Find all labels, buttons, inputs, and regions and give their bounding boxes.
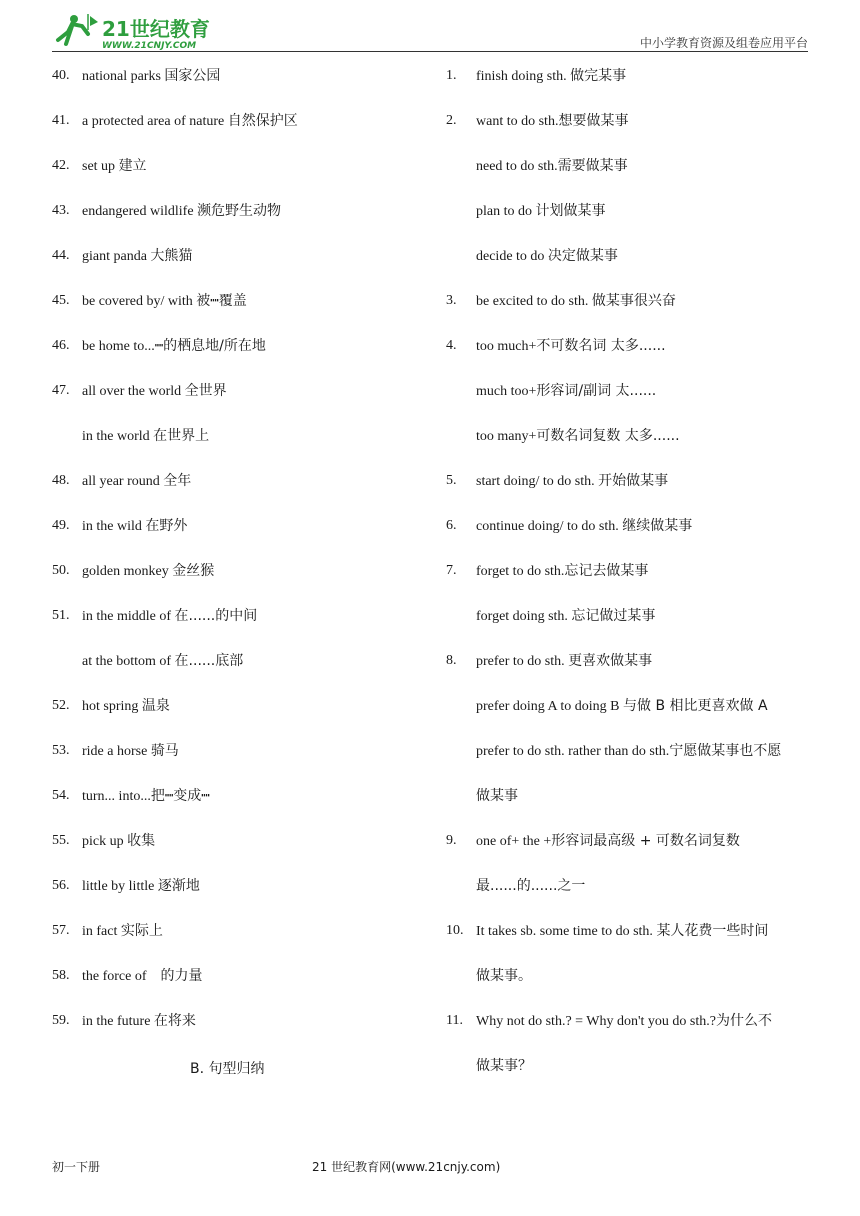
item-chinese: 忘记去做某事 bbox=[564, 563, 649, 579]
item-number: 51. bbox=[52, 608, 70, 623]
item-english: endangered wildlife bbox=[82, 204, 198, 219]
item-english: prefer to do sth. rather than do sth. bbox=[476, 744, 670, 759]
item-english: much too+ bbox=[476, 384, 537, 399]
item-chinese: 想要做某事 bbox=[558, 113, 629, 129]
item-number: 42. bbox=[52, 158, 70, 173]
item-number: 5. bbox=[446, 473, 457, 488]
item-english: in the world bbox=[82, 429, 154, 444]
item-english: forget to do sth. bbox=[476, 564, 565, 579]
item-english: one of+ the + bbox=[476, 834, 552, 849]
footer-site: 21 世纪教育网(www.21cnjy.com) bbox=[312, 1160, 501, 1174]
item-chinese: 被┉覆盖 bbox=[196, 293, 247, 309]
item-number: 47. bbox=[52, 383, 70, 398]
item-number: 46. bbox=[52, 338, 70, 353]
item-english: a protected area of nature bbox=[82, 114, 228, 129]
item-chinese: 宁愿做某事也不愿 bbox=[669, 743, 782, 759]
item-english: too many+ bbox=[476, 429, 537, 444]
item-text bbox=[82, 607, 257, 626]
item-text bbox=[82, 247, 192, 266]
item-text bbox=[476, 1012, 772, 1031]
item-number: 44. bbox=[52, 248, 70, 263]
item-english: giant panda bbox=[82, 249, 151, 264]
item-chinese: 更喜欢做某事 bbox=[568, 653, 653, 669]
item-text bbox=[476, 742, 781, 761]
item-text bbox=[82, 652, 243, 671]
item-english: too much+ bbox=[476, 339, 537, 354]
item-text bbox=[476, 157, 628, 176]
item-chinese: 实际上 bbox=[120, 923, 163, 939]
item-text bbox=[82, 922, 163, 941]
item-chinese: 忘记做过某事 bbox=[571, 608, 656, 624]
item-chinese: 全年 bbox=[163, 473, 192, 489]
item-chinese: 做完某事 bbox=[570, 68, 627, 84]
item-chinese: 收集 bbox=[127, 833, 156, 849]
item-text bbox=[476, 292, 676, 311]
item-chinese: ┉的栖息地/所在地 bbox=[154, 338, 266, 354]
page-header bbox=[52, 10, 808, 52]
item-number: 52. bbox=[52, 698, 70, 713]
item-text bbox=[82, 517, 187, 536]
item-chinese: 做某事很兴奋 bbox=[591, 293, 676, 309]
header-tagline: 中小学教育资源及组卷应用平台 bbox=[639, 36, 808, 50]
item-number: 55. bbox=[52, 833, 70, 848]
item-english: continue doing/ to do sth. bbox=[476, 519, 623, 534]
item-english: Why not do sth.? = Why don't you do sth.? bbox=[476, 1014, 716, 1029]
item-text bbox=[82, 832, 155, 851]
item-english: hot spring bbox=[82, 699, 142, 714]
item-number: 58. bbox=[52, 968, 70, 983]
item-english: in fact bbox=[82, 924, 121, 939]
item-number: 57. bbox=[52, 923, 70, 938]
item-chinese: 建立 bbox=[118, 158, 147, 174]
svg-text:21世纪教育: 21世纪教育 bbox=[102, 17, 210, 41]
item-chinese: 温泉 bbox=[141, 698, 170, 714]
item-english: prefer doing A to doing B bbox=[476, 699, 623, 714]
header-divider bbox=[52, 51, 808, 52]
item-english: be home to... bbox=[82, 339, 155, 354]
item-chinese: 国家公园 bbox=[164, 68, 221, 84]
item-chinese: 最......的......之一 bbox=[476, 878, 586, 894]
item-text bbox=[476, 877, 585, 896]
item-english: plan to do bbox=[476, 204, 536, 219]
item-text bbox=[82, 877, 200, 896]
item-text bbox=[476, 112, 628, 131]
item-chinese: 在将来 bbox=[153, 1013, 196, 1029]
item-number: 56. bbox=[52, 878, 70, 893]
item-text bbox=[476, 652, 652, 671]
item-chinese: 濒危野生动物 bbox=[197, 203, 282, 219]
item-number: 50. bbox=[52, 563, 70, 578]
item-text bbox=[82, 967, 203, 986]
item-text bbox=[82, 562, 214, 581]
item-chinese: 金丝猴 bbox=[172, 563, 215, 579]
item-english: national parks bbox=[82, 69, 165, 84]
item-english: prefer to do sth. bbox=[476, 654, 569, 669]
item-text bbox=[82, 742, 179, 761]
item-english: turn... into... bbox=[82, 789, 151, 804]
item-english: set up bbox=[82, 159, 119, 174]
item-text bbox=[476, 697, 768, 716]
item-chinese: 逐渐地 bbox=[157, 878, 200, 894]
item-chinese: 大熊猫 bbox=[150, 248, 193, 264]
item-english: pick up bbox=[82, 834, 128, 849]
item-chinese: 形容词最高级 + 可数名词复数 bbox=[551, 833, 740, 849]
item-english: in the middle of bbox=[82, 609, 175, 624]
item-chinese: 做某事。 bbox=[476, 968, 532, 984]
item-text bbox=[476, 922, 768, 941]
item-chinese: 全世界 bbox=[184, 383, 227, 399]
item-chinese: 开始做某事 bbox=[598, 473, 669, 489]
item-chinese: 需要做某事 bbox=[557, 158, 628, 174]
item-english: decide to do bbox=[476, 249, 548, 264]
item-chinese: 做某事 bbox=[476, 788, 518, 804]
item-text bbox=[476, 832, 740, 851]
item-text bbox=[82, 382, 227, 401]
item-chinese: 继续做某事 bbox=[622, 518, 693, 534]
item-text bbox=[82, 787, 210, 806]
item-number: 45. bbox=[52, 293, 70, 308]
item-english: in the future bbox=[82, 1014, 154, 1029]
item-english: golden monkey bbox=[82, 564, 173, 579]
item-chinese: 某人花费一些时间 bbox=[656, 923, 769, 939]
footer-grade: 初一下册 bbox=[52, 1160, 101, 1174]
item-text bbox=[82, 67, 220, 86]
item-english: be covered by/ with bbox=[82, 294, 197, 309]
item-english: in the wild bbox=[82, 519, 146, 534]
item-english: need to do sth. bbox=[476, 159, 558, 174]
item-text bbox=[476, 427, 680, 446]
item-chinese: 决定做某事 bbox=[547, 248, 618, 264]
item-english: finish doing sth. bbox=[476, 69, 571, 84]
item-chinese: 做某事？ bbox=[476, 1058, 532, 1074]
item-chinese: 形容词/副词 太...... bbox=[536, 383, 657, 399]
item-english: start doing/ to do sth. bbox=[476, 474, 599, 489]
item-english: ride a horse bbox=[82, 744, 151, 759]
item-text bbox=[476, 67, 626, 86]
item-chinese: 在世界上 bbox=[153, 428, 210, 444]
item-number: 1. bbox=[446, 68, 457, 83]
item-chinese: 不可数名词 太多...... bbox=[536, 338, 666, 354]
item-number: 3. bbox=[446, 293, 457, 308]
item-chinese: 把┉变成┉ bbox=[150, 788, 210, 804]
item-number: 49. bbox=[52, 518, 70, 533]
item-english: forget doing sth. bbox=[476, 609, 572, 624]
item-chinese: 与做 B 相比更喜欢做 A bbox=[623, 698, 768, 714]
item-text bbox=[476, 607, 655, 626]
item-text bbox=[476, 472, 668, 491]
item-chinese: 为什么不 bbox=[715, 1013, 772, 1029]
item-text bbox=[82, 427, 209, 446]
item-text bbox=[82, 1012, 196, 1031]
item-chinese: 可数名词复数 太多...... bbox=[536, 428, 680, 444]
item-chinese: 自然保护区 bbox=[227, 113, 298, 129]
item-text bbox=[476, 382, 656, 401]
svg-text:WWW.21CNJY.COM: WWW.21CNJY.COM bbox=[102, 41, 197, 51]
item-chinese: 在野外 bbox=[145, 518, 188, 534]
item-number: 53. bbox=[52, 743, 70, 758]
item-english: It takes sb. some time to do sth. bbox=[476, 924, 657, 939]
item-english: all year round bbox=[82, 474, 164, 489]
logo-icon bbox=[52, 10, 252, 52]
item-number: 41. bbox=[52, 113, 70, 128]
item-number: 11. bbox=[446, 1013, 463, 1028]
item-text bbox=[82, 472, 191, 491]
item-chinese: 在......底部 bbox=[174, 653, 244, 669]
item-text bbox=[476, 1057, 532, 1076]
item-english: be excited to do sth. bbox=[476, 294, 592, 309]
item-number: 2. bbox=[446, 113, 457, 128]
item-text bbox=[82, 697, 170, 716]
item-number: 48. bbox=[52, 473, 70, 488]
item-number: 40. bbox=[52, 68, 70, 83]
item-number: 4. bbox=[446, 338, 457, 353]
item-text bbox=[476, 202, 606, 221]
section-heading: B. 句型归纳 bbox=[190, 1061, 265, 1077]
item-text bbox=[82, 337, 266, 356]
item-english: little by little bbox=[82, 879, 158, 894]
item-number: 8. bbox=[446, 653, 457, 668]
item-number: 59. bbox=[52, 1013, 70, 1028]
item-chinese: 在......的中间 bbox=[174, 608, 258, 624]
item-text bbox=[476, 562, 648, 581]
item-text bbox=[476, 787, 518, 806]
item-text bbox=[476, 337, 666, 356]
item-number: 6. bbox=[446, 518, 457, 533]
item-chinese: 骑马 bbox=[150, 743, 179, 759]
item-english: the force of bbox=[82, 969, 161, 984]
item-english: all over the world bbox=[82, 384, 185, 399]
item-text bbox=[82, 112, 298, 131]
item-number: 7. bbox=[446, 563, 457, 578]
item-number: 9. bbox=[446, 833, 457, 848]
item-chinese: 的力量 bbox=[160, 968, 203, 984]
item-number: 10. bbox=[446, 923, 464, 938]
item-chinese: 计划做某事 bbox=[535, 203, 606, 219]
item-english: at the bottom of bbox=[82, 654, 175, 669]
item-text bbox=[476, 517, 692, 536]
item-text bbox=[82, 157, 147, 176]
item-text bbox=[476, 247, 618, 266]
item-text bbox=[82, 292, 247, 311]
item-number: 54. bbox=[52, 788, 70, 803]
item-text bbox=[82, 202, 281, 221]
item-english: want to do sth. bbox=[476, 114, 559, 129]
item-text bbox=[476, 967, 532, 986]
item-number: 43. bbox=[52, 203, 70, 218]
